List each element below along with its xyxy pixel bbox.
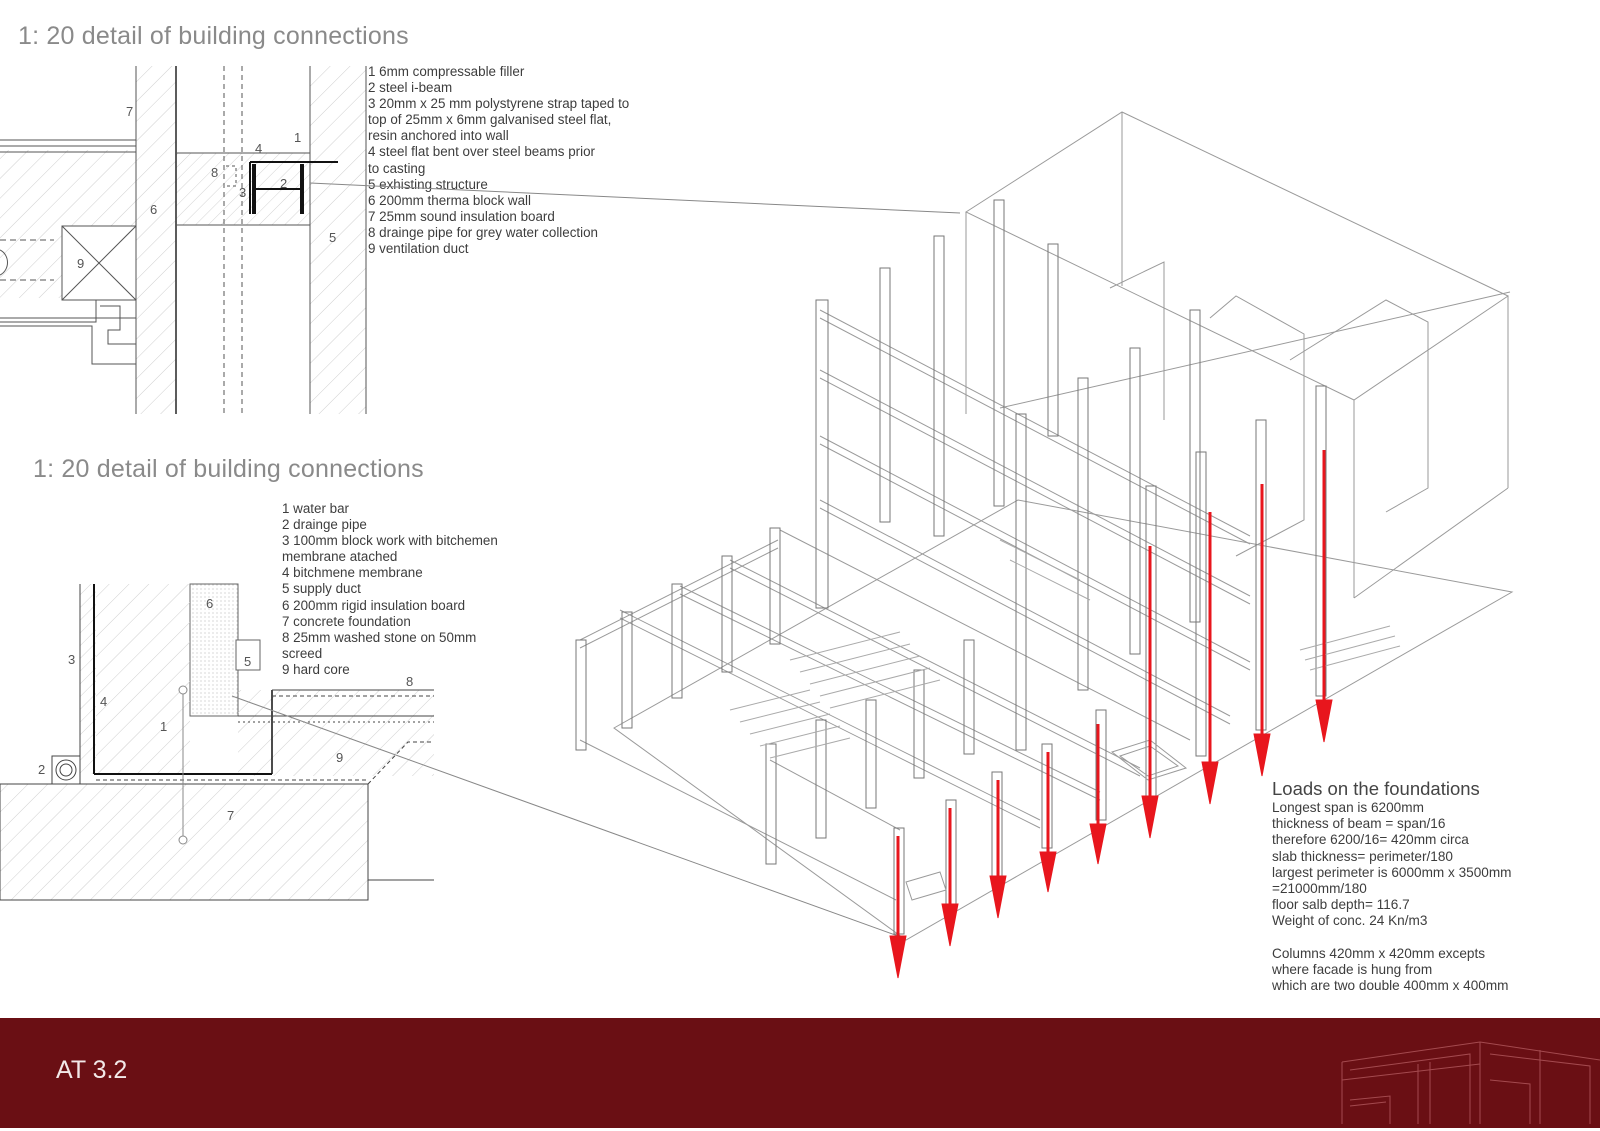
legend-line: 6 200mm rigid insulation board [282,597,466,613]
callout-7: 7 [227,808,235,823]
columns-note-line: where facade is hung from [1272,961,1433,977]
legend-line: 2 drainge pipe [282,517,367,533]
legend-line: 9 hard core [282,661,350,677]
callout-1: 1 [294,130,302,145]
legend-line: 1 6mm compressable filler [368,64,525,79]
load-arrow [1202,512,1218,804]
top-detail-title: 1: 20 detail of building connections [18,22,409,50]
legend-line: 1 water bar [282,501,349,516]
callout-9: 9 [336,750,344,765]
callout-7: 7 [126,104,134,119]
callout-1: 1 [160,719,168,734]
loads-heading: Loads on the foundations [1272,778,1480,799]
loads-line: Weight of conc. 24 Kn/m3 [1272,913,1428,929]
existing-structure-hatch [310,66,366,414]
legend-line: 5 supply duct [282,581,361,597]
legend-line: 7 concrete foundation [282,613,411,629]
columns-note-line: Columns 420mm x 420mm excepts [1272,945,1486,961]
callout-5: 5 [329,230,337,245]
load-arrow [1316,450,1332,742]
loads-line: floor salb depth= 116.7 [1272,897,1410,913]
callout-4: 4 [100,694,108,709]
loads-line: largest perimeter is 6000mm x 3500mm [1272,864,1512,880]
footer-bar [0,1018,1600,1128]
load-arrow [1090,724,1106,864]
legend-line: top of 25mm x 6mm galvanised steel flat, [368,112,612,128]
legend-line: to casting [368,160,426,176]
callout-3: 3 [68,652,76,667]
legend-line: 3 100mm block work with bitchemen [282,533,498,549]
legend-line: 4 bitchmene membrane [282,565,423,581]
legend-line: 3 20mm x 25 mm polystyrene strap taped to [368,96,630,112]
floor-grates [730,540,1400,758]
callout-6: 6 [150,202,158,217]
legend-line: 9 ventilation duct [368,241,469,257]
callout-8: 8 [211,165,219,180]
legend-line: screed [282,645,323,661]
callout-2: 2 [38,762,46,777]
loads-line: Longest span is 6200mm [1272,800,1424,815]
house-outline-logo [1330,1020,1600,1126]
legend-line: 8 25mm washed stone on 50mm [282,629,477,645]
legend-line: 6 200mm therma block wall [368,192,531,208]
legend-line: 8 drainge pipe for grey water collection [368,224,599,240]
bottom-detail-drawing [0,584,898,936]
sheet-number: AT 3.2 [56,1056,128,1084]
infill-hatch [96,584,190,774]
callout-2: 2 [280,176,288,191]
insulation-board [190,584,238,716]
loads-line: therefore 6200/16= 420mm circa [1272,832,1469,848]
callout-3: 3 [239,185,247,200]
loads-line: slab thickness= perimeter/180 [1272,848,1453,864]
legend-line: 7 25mm sound insulation board [368,208,555,224]
legend-line: 2 steel i-beam [368,80,453,96]
callout-8: 8 [406,674,414,689]
callout-9: 9 [77,256,85,271]
callout-4: 4 [255,141,263,156]
legend-line: resin anchored into wall [368,128,509,144]
axonometric-frame [576,112,1512,940]
bottom-detail-title: 1: 20 detail of building connections [33,455,424,483]
loads-line: =21000mm/180 [1272,881,1367,897]
columns-note-line: which are two double 400mm x 400mm [1272,978,1509,994]
callout-5: 5 [244,654,252,669]
legend-line: membrane atached [282,549,398,565]
callout-6: 6 [206,596,214,611]
legend-line: 5 exhisting structure [368,176,488,192]
wall-hatch [136,66,176,414]
loads-line: thickness of beam = span/16 [1272,816,1446,832]
legend-line: 4 steel flat bent over steel beams prior [368,144,596,160]
